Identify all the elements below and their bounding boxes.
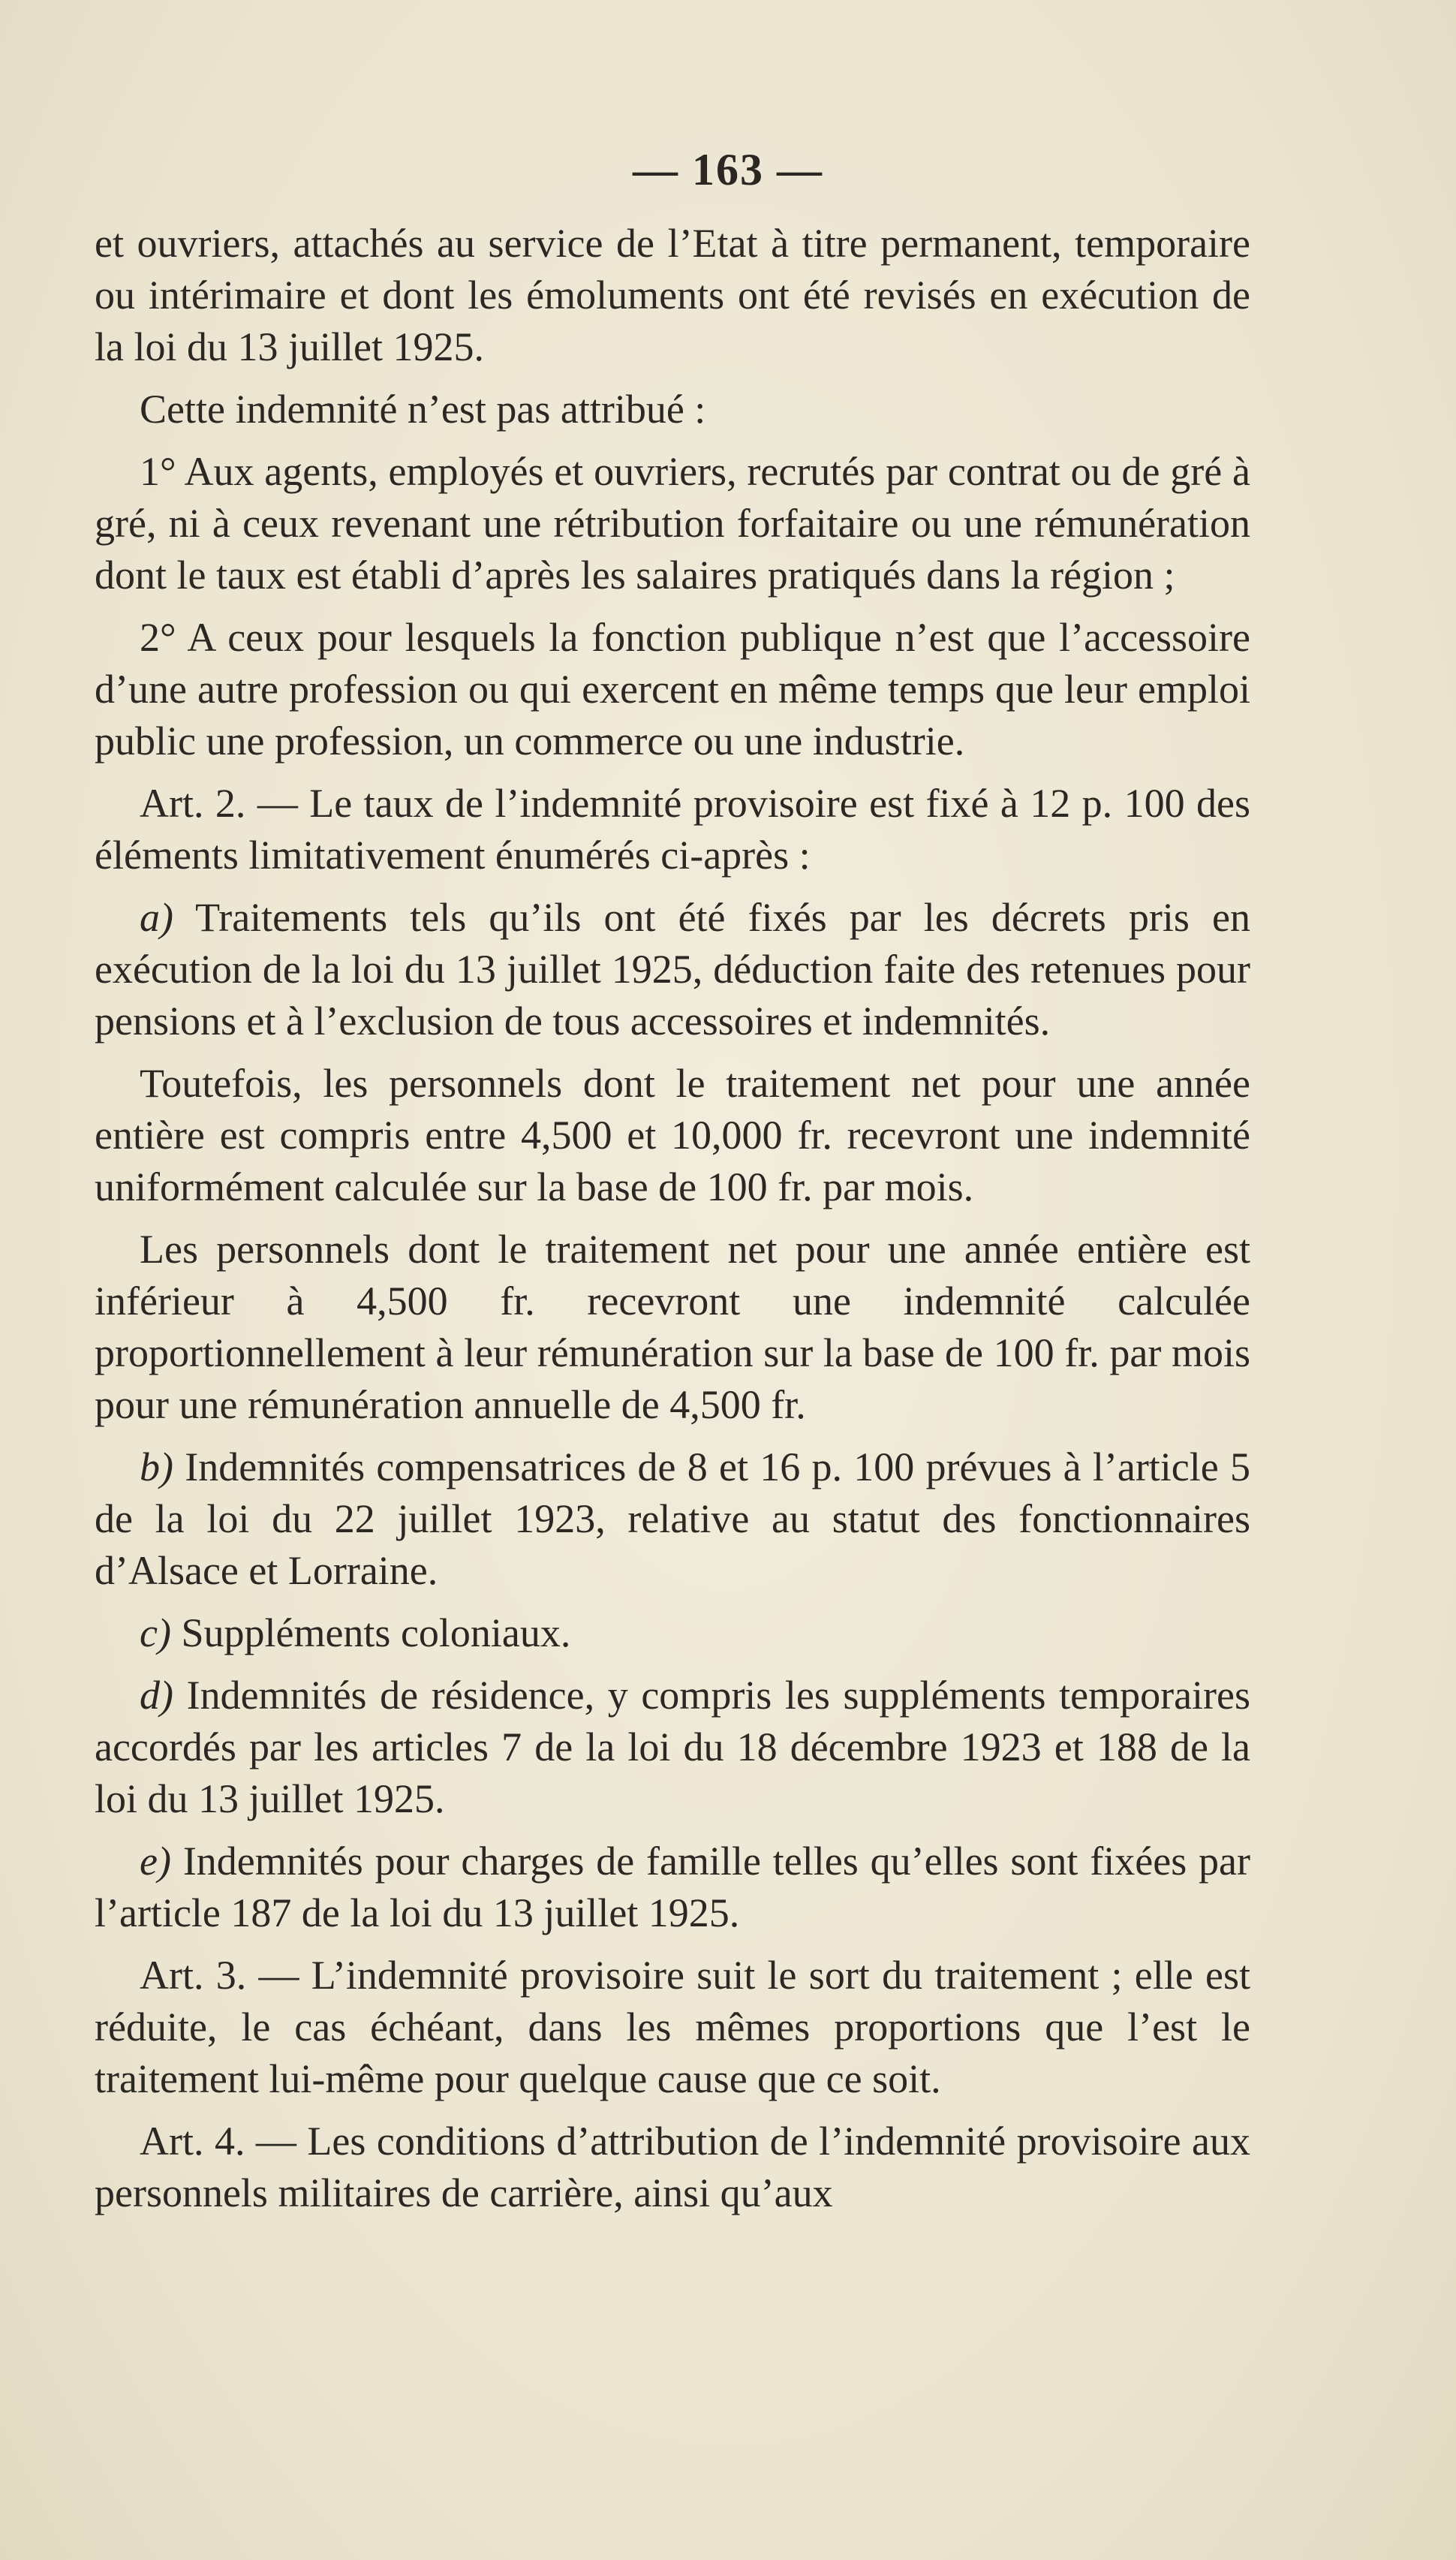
paragraph-personnels bbox=[95, 1224, 1250, 1431]
paragraph-text: Indemnités compensatrices de 8 et 16 p. 100 prévues à l’article 5 de la loi du 22 juillet 1923, relative au statut des fonctionnaires d’Alsace et Lorraine. bbox=[95, 1444, 1250, 1593]
body-text bbox=[95, 218, 1250, 2230]
paragraph-text: et ouvriers, attachés au service de l’Etat à titre permanent, temporaire ou intérimaire et dont les émoluments ont été revisés en exécution de la loi du 13 juillet 1925. bbox=[95, 221, 1250, 369]
paragraph-text: Indemnités de résidence, y compris les suppléments temporaires accordés par les articles 7 de la loi du 18 décembre 1923 et 188 de la loi du 13 juillet 1925. bbox=[95, 1673, 1251, 1821]
item-c bbox=[95, 1607, 1250, 1659]
item-b bbox=[95, 1441, 1250, 1597]
paragraph-2 bbox=[95, 384, 1250, 435]
item-label: a) bbox=[140, 895, 173, 940]
paragraph-text: Les personnels dont le traitement net pour une année entière est inférieur à 4,500 fr. recevront une indemnité calculée proportionnellement à leur rémunération sur la base de 100 fr. par mois pour une rémunération annuelle de 4,500 fr. bbox=[95, 1227, 1250, 1427]
article-2 bbox=[95, 778, 1250, 881]
paragraph-4 bbox=[95, 612, 1250, 767]
paragraph-text: Toutefois, les personnels dont le traitement net pour une année entière est compris entre 4,500 et 10,000 fr. recevront une indemnité uniformément calculée sur la base de 100 fr. par mois. bbox=[95, 1061, 1250, 1209]
page-number: — 163 — bbox=[633, 145, 823, 194]
item-label: c) bbox=[140, 1610, 171, 1655]
paragraph-text: Art. 4. — Les conditions d’attribution de l’indemnité provisoire aux personnels militaires de carrière, ainsi qu’aux bbox=[95, 2119, 1250, 2215]
paragraph-text: 2° A ceux pour lesquels la fonction publique n’est que l’accessoire d’une autre profession ou qui exercent en même temps que leur emploi public une profession, un commerce ou une industrie. bbox=[95, 615, 1250, 763]
paragraph-text: Cette indemnité n’est pas attribué : bbox=[140, 387, 706, 432]
item-d bbox=[95, 1670, 1250, 1825]
paragraph-3 bbox=[95, 446, 1250, 601]
item-label: e) bbox=[140, 1839, 171, 1884]
paragraph-text: Suppléments coloniaux. bbox=[181, 1610, 571, 1655]
item-e bbox=[95, 1836, 1250, 1939]
paragraph-text: 1° Aux agents, employés et ouvriers, recrutés par contrat ou de gré à gré, ni à ceux revenant une rétribution forfaitaire ou une rémunération dont le taux est établi d’après les salaires pratiqués dans la région ; bbox=[95, 449, 1250, 598]
item-label: d) bbox=[140, 1673, 173, 1718]
paragraph-toutefois bbox=[95, 1058, 1250, 1213]
paragraph-text: Art. 2. — Le taux de l’indemnité provisoire est fixé à 12 p. 100 des éléments limitativement énumérés ci-après : bbox=[95, 781, 1250, 878]
item-a bbox=[95, 892, 1250, 1047]
paragraph-text: Indemnités pour charges de famille telles qu’elles sont fixées par l’article 187 de la loi du 13 juillet 1925. bbox=[95, 1839, 1251, 1935]
article-4 bbox=[95, 2116, 1250, 2219]
item-label: b) bbox=[140, 1444, 173, 1489]
paragraph-text: Traitements tels qu’ils ont été fixés par les décrets pris en exécution de la loi du 13 juillet 1925, déduction faite des retenues pour pensions et à l’exclusion de tous accessoires et indemnités. bbox=[95, 895, 1250, 1044]
paragraph-text: Art. 3. — L’indemnité provisoire suit le sort du traitement ; elle est réduite, le cas échéant, dans les mêmes proportions que l’est le traitement lui-même pour quelque cause que ce soit. bbox=[95, 1953, 1250, 2101]
paragraph-1 bbox=[95, 218, 1250, 373]
article-3 bbox=[95, 1950, 1250, 2105]
